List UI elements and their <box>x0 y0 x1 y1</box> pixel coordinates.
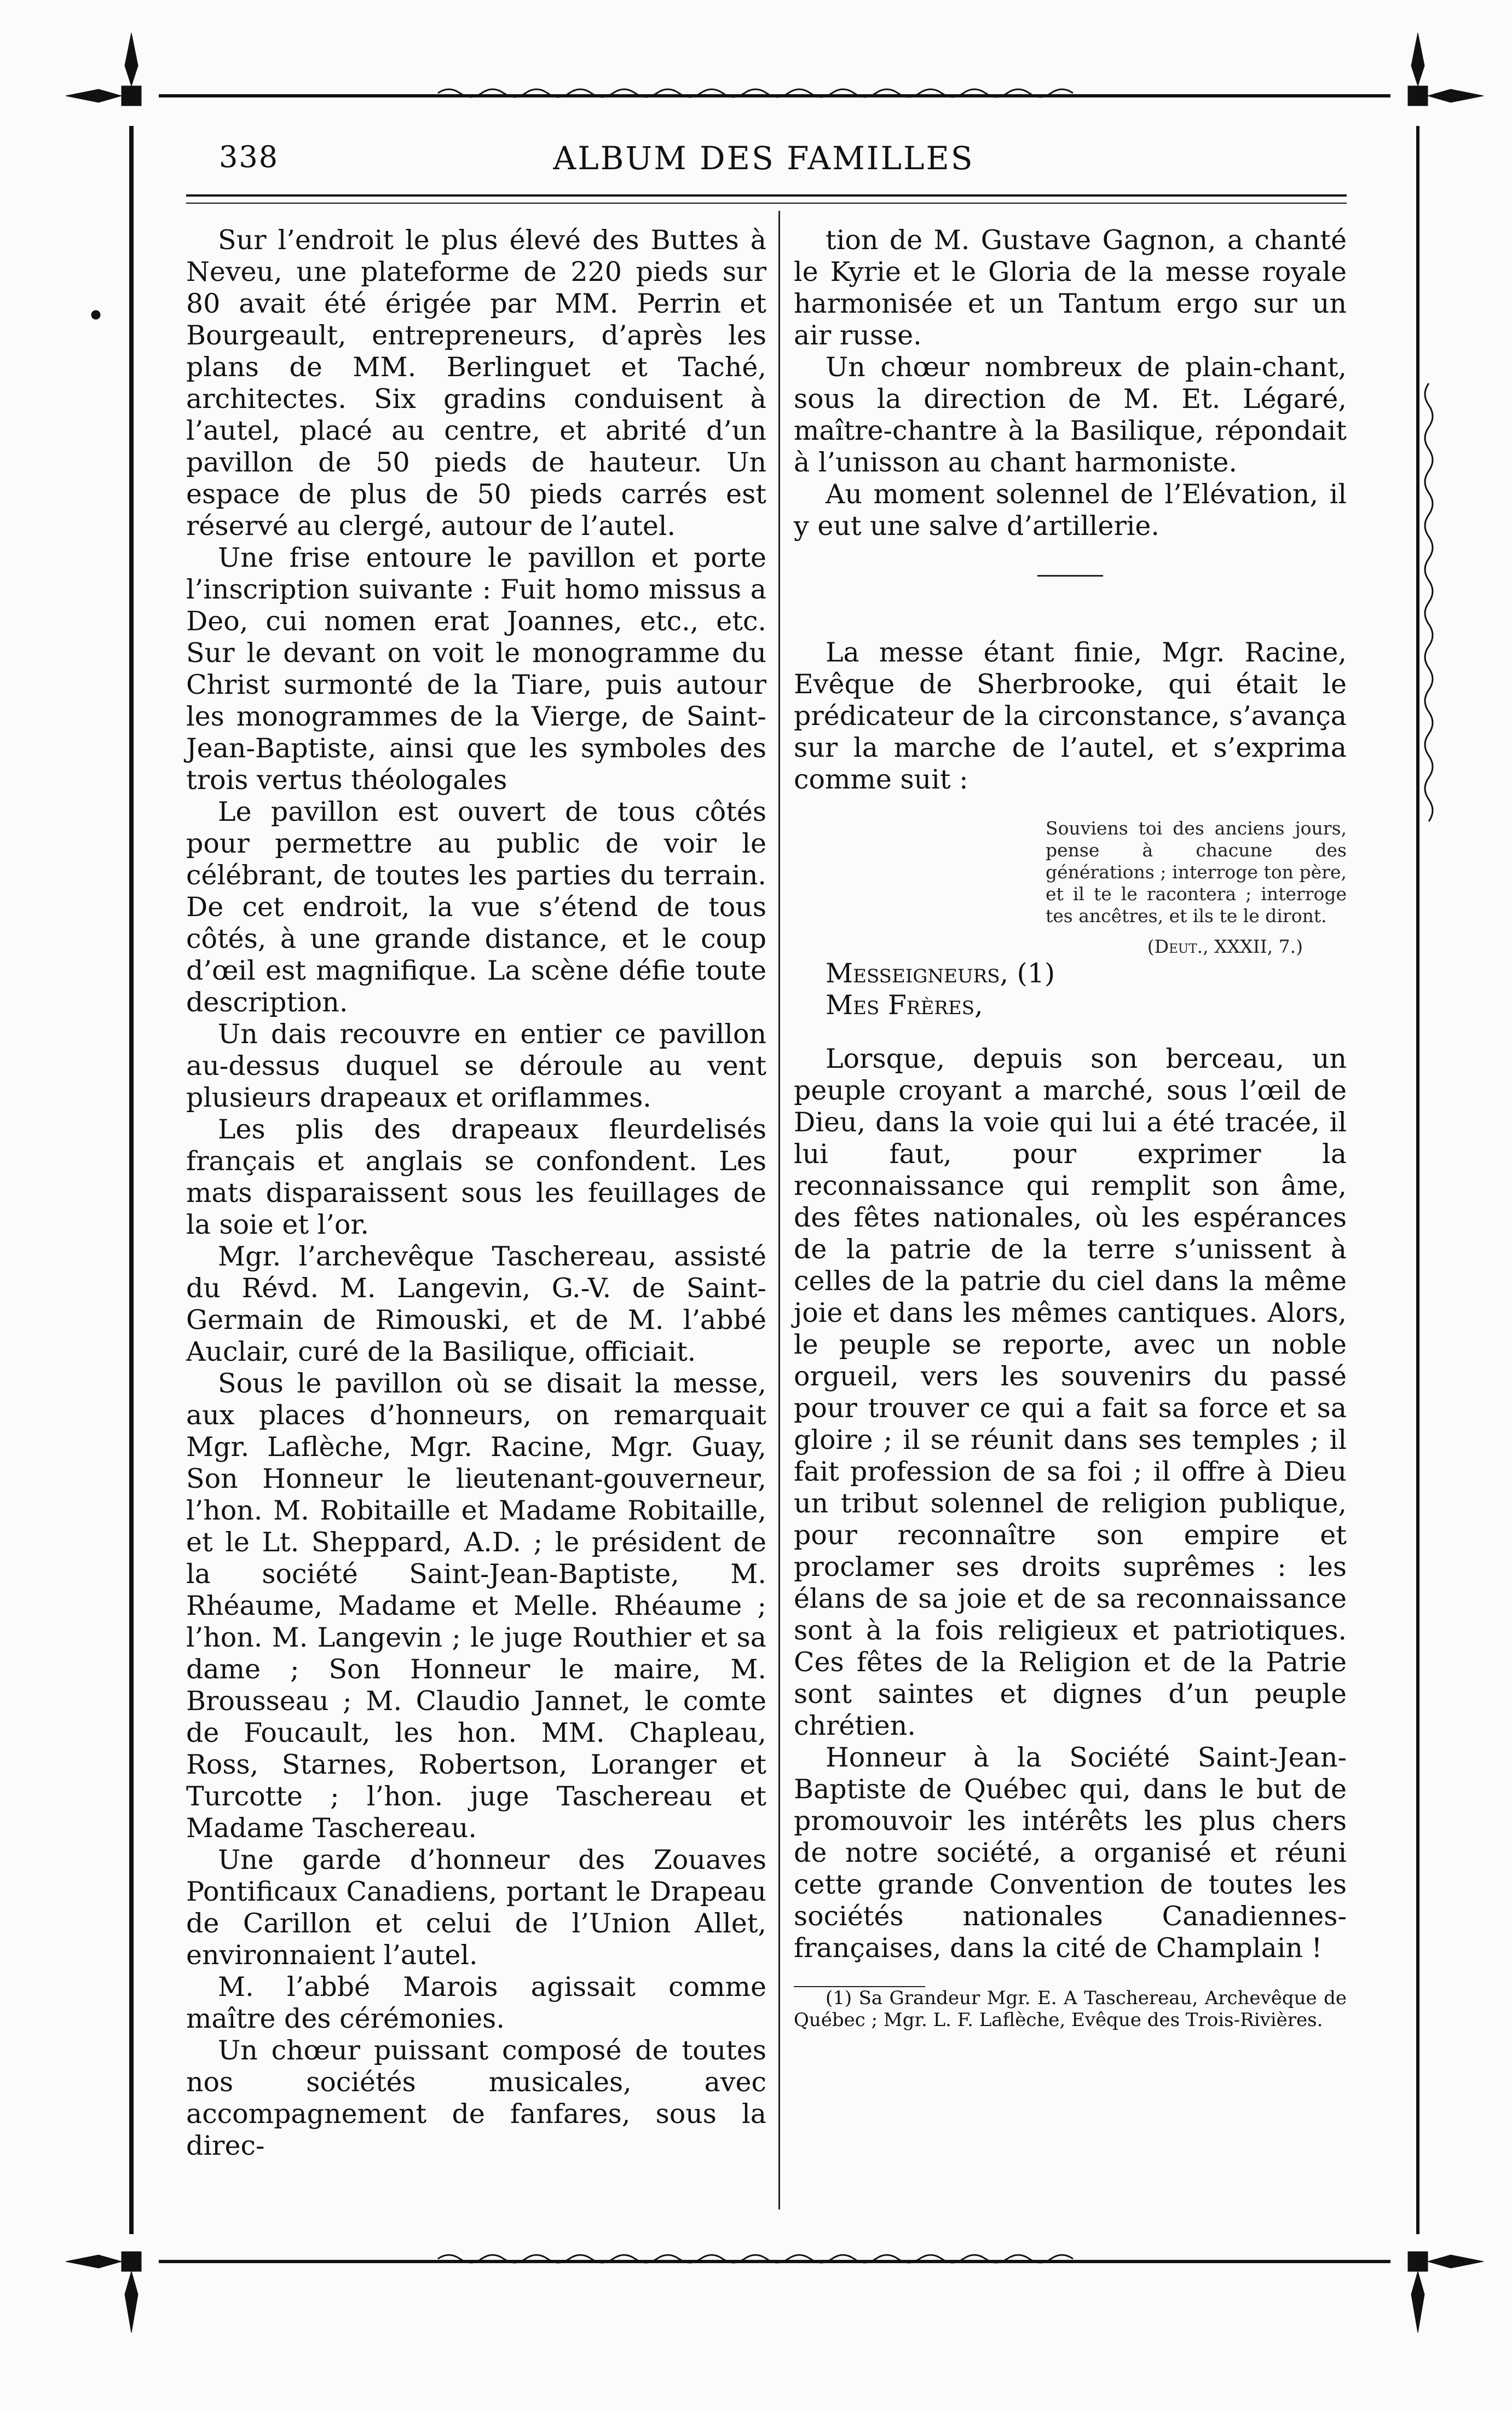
paragraph: Une garde d’honneur des Zouaves Pontificaux Canadiens, portant le Drapeau de Carillon et celui de l’Union Allet, environnaient l’autel. <box>186 1844 766 1971</box>
salutation-secondary: Mes Frères, <box>826 989 983 1021</box>
left-column <box>186 225 766 2162</box>
epigraph: Souviens toi des anciens jours, pense à chacune des générations ; interroge ton père, et il te le racontera ; interroge tes ancêtres, et ils te le diront. <box>1046 818 1347 927</box>
paragraph: tion de M. Gustave Gagnon, a chanté le Kyrie et le Gloria de la messe royale harmonisée et un Tantum ergo sur un air russe. <box>794 225 1347 351</box>
paragraph: Au moment solennel de l’Elévation, il y eut une salve d’artillerie. <box>794 479 1347 542</box>
salutation <box>794 958 1347 989</box>
page-header <box>181 140 1347 189</box>
salutation-text: Messeigneurs, (1) <box>826 958 1055 989</box>
section-separator <box>1037 575 1103 577</box>
page-number: 338 <box>219 140 279 174</box>
paragraph: Un chœur nombreux de plain-chant, sous la direction de M. Et. Légaré, maître-chantre à la Basilique, répondait à l’unisson au chant harmoniste. <box>794 352 1347 478</box>
paragraph: Un chœur puissant composé de toutes nos sociétés musicales, avec accompagnement de fanfares, sous la direc- <box>186 2035 766 2161</box>
paragraph: Les plis des drapeaux fleurdelisés français et anglais se confondent. Les mats disparaissent sous les feuillages de la soie et l’or. <box>186 1114 766 1240</box>
paragraph: Le pavillon est ouvert de tous côtés pour permettre au public de voir le célébrant, de toutes les parties du terrain. De cet endroit, la vue s’étend de tous côtés, à une grande distance, et le coup d’œil est magnifique. La scène défie toute description. <box>186 796 766 1018</box>
column-divider <box>778 211 780 2209</box>
footnote: (1) Sa Grandeur Mgr. E. A Taschereau, Archevêque de Québec ; Mgr. L. F. Laflèche, Evêque des Trois-Rivières. <box>794 1987 1347 2031</box>
epigraph-source: (Deut., XXXII, 7.) <box>1147 936 1303 957</box>
header-rule-thin <box>186 203 1347 204</box>
sermon-introduction: La messe étant finie, Mgr. Racine, Evêque de Sherbrooke, qui était le prédicateur de la circonstance, s’avança sur la marche de l’autel, et s’exprima comme suit : <box>794 637 1347 795</box>
paragraph: Une frise entoure le pavillon et porte l’inscription suivante : Fuit homo missus a Deo, cui nomen erat Joannes, etc., etc. Sur le devant on voit le monogramme du Christ surmonté de la Tiare, puis autour les monogrammes de la Vierge, de Saint-Jean-Baptiste, ainsi que les symboles des trois vertus théologales <box>186 542 766 796</box>
paragraph: Un dais recouvre en entier ce pavillon au-dessus duquel se déroule au vent plusieurs drapeaux et oriflammes. <box>186 1019 766 1113</box>
paragraph: Sous le pavillon où se disait la messe, aux places d’honneurs, on remarquait Mgr. Laflèche, Mgr. Racine, Mgr. Guay, Son Honneur le lieutenant-gouverneur, l’hon. M. Robitaille et Madame Robitaille, et le Lt. Sheppard, A.D. ; le président de la société Saint-Jean-Baptiste, M. Rhéaume, Madame et Melle. Rhéaume ; l’hon. M. Langevin ; le juge Routhier et sa dame ; Son Honneur le maire, M. Brousseau ; M. Claudio Jannet, le comte de Foucault, les hon. MM. Chapleau, Ross, Starnes, Robertson, Loranger et Turcotte ; l’hon. juge Taschereau et Madame Taschereau. <box>186 1368 766 1844</box>
paragraph: M. l’abbé Marois agissait comme maître des cérémonies. <box>186 1971 766 2034</box>
header-rule <box>186 194 1347 197</box>
right-column <box>794 225 1347 2031</box>
sermon-paragraph: Honneur à la Société Saint-Jean-Baptiste de Québec qui, dans le but de promouvoir les intérêts les plus chers de notre société, a organisé et réuni cette grande Convention de toutes les sociétés nationales Canadiennes-françaises, dans la cité de Champlain ! <box>794 1742 1347 1964</box>
paragraph: Sur l’endroit le plus élevé des Buttes à Neveu, une plateforme de 220 pieds sur 80 avait été érigée par MM. Perrin et Bourgeault, entrepreneurs, d’après les plans de MM. Berlinguet et Taché, architectes. Six gradins conduisent à l’autel, placé au centre, et abrité d’un pavillon de 50 pieds de hauteur. Un espace de plus de 50 pieds carrés est réservé au clergé, autour de l’autel. <box>186 225 766 542</box>
paragraph: Mgr. l’archevêque Taschereau, assisté du Révd. M. Langevin, G.-V. de Saint-Germain de Rimouski, et de M. l’abbé Auclair, curé de la Basilique, officiait. <box>186 1241 766 1367</box>
sermon-paragraph: Lorsque, depuis son berceau, un peuple croyant a marché, sous l’œil de Dieu, dans la voie qui lui a été tracée, il lui faut, pour exprimer la reconnaissance qui remplit son âme, des fêtes nationales, où les espérances de la patrie de la terre s’unissent à celles de la patrie du ciel dans la même joie et dans les mêmes cantiques. Alors, le peuple se reporte, avec un noble orgueil, vers les souvenirs du passé pour trouver ce qui a fait sa force et sa gloire ; il se réunit dans ses temples ; il fait profession de sa foi ; il offre à Dieu un tribut solennel de religion publique, pour reconnaître son empire et proclamer ses droits suprêmes : les élans de sa joie et de sa reconnaissance sont à la fois religieux et patriotiques. Ces fêtes de la Religion et de la Patrie sont saintes et dignes d’un peuple chrétien. <box>794 1043 1347 1741</box>
running-title: ALBUM DES FAMILLES <box>553 140 974 177</box>
